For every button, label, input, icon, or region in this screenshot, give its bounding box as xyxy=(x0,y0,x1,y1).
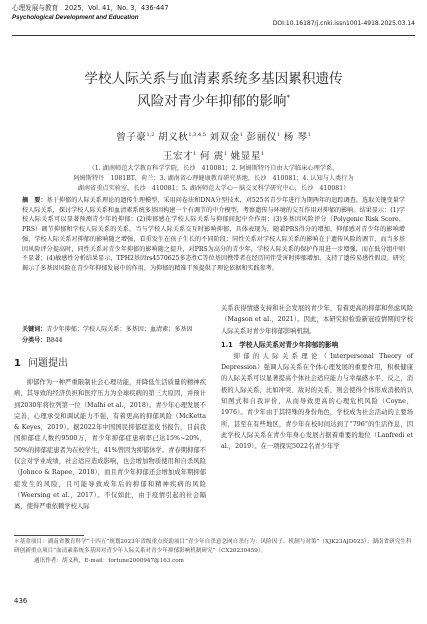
right-column xyxy=(221,303,413,453)
correspondence-footnote xyxy=(14,557,413,566)
author-line-1 xyxy=(0,127,427,146)
author: 何 震 xyxy=(199,151,224,163)
section-heading xyxy=(14,356,206,372)
correspondence-text: 胡义秋，E-mail：fortune2000947@163.com xyxy=(61,557,184,564)
correspondence-label: 通讯作者： xyxy=(34,557,62,564)
author: 姚显星 xyxy=(230,151,261,163)
author-affil: 1 xyxy=(239,132,244,138)
paragraph: 关系获得情感支持和社会发展的青少年，有着更高的抑郁和焦虑风险（Magson et al.，2021）。因此，本研究拟检验新冠疫情期间学校人际关系对青少年抑郁影响机制。 xyxy=(221,305,413,335)
title-line-1: 学校人际关系与血清素系统多基因累积遗传 xyxy=(84,71,343,87)
classification-label: 分类号： xyxy=(22,337,47,344)
keywords-text: 青少年抑郁；学校人际关系；多基因；血清素；多基因 xyxy=(46,326,193,333)
fund-mark: * xyxy=(286,94,291,102)
subsection-number: 1.1 xyxy=(221,340,233,349)
author-list xyxy=(0,127,427,165)
abstract xyxy=(22,196,405,274)
author-line-2 xyxy=(0,146,427,165)
fund-label: ＊基金项目： xyxy=(14,539,48,545)
author-affil: 1 xyxy=(223,151,227,158)
author-affil: 1 xyxy=(193,151,197,158)
page-number: 436 xyxy=(14,597,28,605)
left-column xyxy=(14,352,206,513)
affiliation-line: （1. 湖南师范大学教育科学学院，长沙 410081；2. 阿姆斯特丹自由大学临床心理学系， xyxy=(88,165,339,172)
author: 曾子豪 xyxy=(116,132,147,144)
subsection-heading xyxy=(221,339,413,351)
paper-title xyxy=(0,70,427,112)
doi: DOI:10.16187/j.cnki.issn1001-4918.2025.03.14 xyxy=(272,20,415,27)
fund-footnote xyxy=(14,538,413,557)
header-divider xyxy=(12,35,415,36)
classification-code: B844 xyxy=(46,337,63,344)
abstract-text: 基于抑郁的人际关系理论的遗传生理模型，采用问卷法和DNA分型技术，对525名青少年进行为期两年的追踪调查，选取关键变量学校人际关系，探讨学校人际关系和血清素系统多基因构建一个有调节的中介模型，考察遗传与环境的交互作用对抑郁的影响。结果显示：(1)学校人际关系可以显著预测青少年的抑郁；(2)抑郁感在学校人际关系与抑郁间起中介作用；(3)多基因风险评分（Polygenic Risk Score，PRS）调节抑郁和学校人际关系的关系，当与学校人际关系交互时影响抑郁，具体表现为，随着PRS得分的增加，抑郁感对青少年的影响增强，学校人际关系对抑郁的影响随之增强，看重发生在孩子生长的不同阶段；同性关系对学校人际关系的影响在于遗传风险的调节，而当多基因风险评分提高时，同性关系对青少年抑郁的影响随之提升，对PRS为高分的青少年，学校人际关系的保护作用进一步增强，而在低分组中则不显著；(4)敏感性分析结果显示，TPH2基因rs4570625多态性C等位基因携带者在经历同伴受害时抑郁增加，支持了遗传易感性假设。研究揭示了多基因风险在青少年抑郁发展中的作用，为抑郁的精准干预提供了理论依据和实践参考。 xyxy=(22,197,406,272)
affiliations xyxy=(30,164,397,194)
author: 王宏才 xyxy=(162,151,194,163)
footnotes xyxy=(14,538,413,566)
author: 胡义秋 xyxy=(158,132,189,144)
author: 彭丽仪 xyxy=(246,132,277,144)
author: 刘双金 xyxy=(209,132,240,144)
keywords-label: 关键词： xyxy=(22,326,47,333)
journal-info xyxy=(12,4,169,23)
section-number: 1 xyxy=(14,358,21,369)
abstract-label: 摘 要： xyxy=(22,197,47,204)
paragraph: 抑郁作为一种严重限制社会心理功能，并降低生活质量的精神疾病，其导致的经济负担和医疗压力为全球疾病的第三大原因，并预计到2030年将位列第一位（Malhi et al.，2018）。青少年心理发展不完善，心理承受和调试能力不强，有着更高的抑郁风险（McKetta & Keyes，2019）。据2022年中国国民抑郁症蓝皮书报告，目前我国抑郁症人数约9500万，青少年抑郁症患病率已达15%~20%，50%的抑郁症患者为在校学生，41%曾因为抑郁休学。青春期抑郁不仅会对学业成绩，社会适应造成影响，也会增加物质使用和自杀风险（Johnco & Rapee，2018），而且青少年抑郁还会增加成年期抑郁症发生的风险，且可能导致成年后的抑郁和精神疾病的风险（Weersing et al.，2017）。不仅如此，由于疫情引起的社会隔离，使得严重依赖学校人际 xyxy=(14,379,206,511)
journal-name-cn: 心理发展与教育 xyxy=(12,4,59,12)
author-affil: 1 xyxy=(260,151,265,158)
issue-info: 2025，Vol. 41，No. 3，436-447 xyxy=(64,4,169,12)
paragraph: 抑郁的人际关系理论（Interpersonal Theory of Depression）强调人际关系在个体心理发展的重要作用，积极健康的人际关系可以显著提高个体社会适应能力与幸福感水平，反之，消极的人际关系，比如冲突、敌对的关系，则会使得个体形成消极的认知图式和自我评价，从而导致更高的心理危机风险（Coyne，1976）。青少年由于其特殊的身份角色，学校成为社会活动的主要场所，甚至在有些地区，青少年在校时间达到了“796”的生活作息，因此学校人际关系在青少年身心发展占据着重要的地位（Lanfredi et al.，2019）。在一项探究5022名青少年学 xyxy=(221,352,413,451)
author-affil: 1,3,4,5 xyxy=(188,132,206,138)
affiliation-line: 湖南省重点实验室，长沙 410081；5. 湖南师范大学心－脑交叉科学研究中心，长沙 410081） xyxy=(77,185,350,192)
section-title: 问题提出 xyxy=(27,358,68,369)
author-affil: 1 xyxy=(307,132,311,138)
author-affil: 1,2 xyxy=(146,132,155,138)
footnote-divider xyxy=(14,535,84,536)
journal-name-en: Psychological Development and Education xyxy=(12,14,139,22)
fund-text: 湖南省教育科学“十四五”规划2023年省级重点资助项目“青少年自杀意念网自杀行为：风险因子、机制与对策”（XJK23AJD023）；湖南省研究生科研创新重点项目“血清素系统多基因对青少年人际关系对青少年抑郁影响机制研究”（CX20230459）。 xyxy=(14,539,412,555)
author-affil: 1 xyxy=(276,132,281,138)
subsection-title: 学校人际关系对青少年抑郁的影响 xyxy=(239,340,339,349)
author: 杨 琴 xyxy=(283,132,308,144)
affiliation-line: 阿姆斯特丹 1081BT，荷兰；3. 湖南省心理健康教育研究基地，长沙 410081；4. 认知与人类行为 xyxy=(73,175,354,182)
title-line-2: 风险对青少年抑郁的影响 xyxy=(136,93,287,110)
